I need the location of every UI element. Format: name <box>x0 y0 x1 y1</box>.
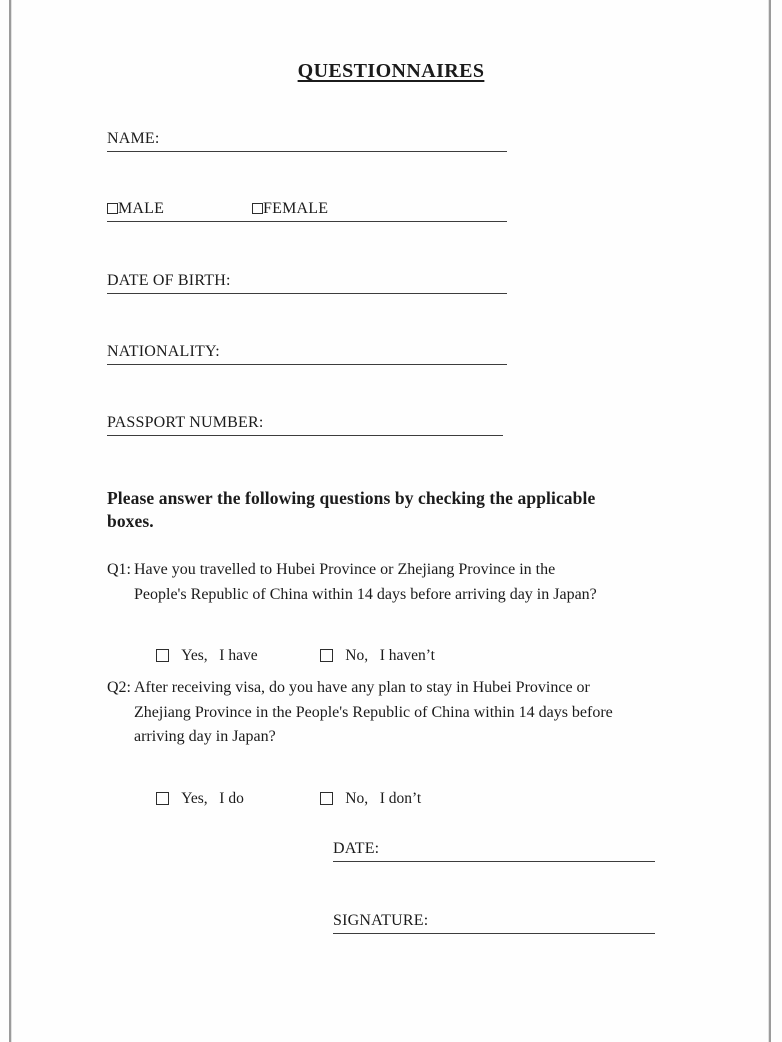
q2-yes-checkbox[interactable] <box>156 792 169 805</box>
signature-label: SIGNATURE: <box>333 912 429 929</box>
question-2-text <box>134 676 717 750</box>
question-2-line-3: arriving day in Japan? <box>134 728 276 745</box>
passport-number-label: PASSPORT NUMBER: <box>107 414 264 431</box>
male-option[interactable] <box>107 198 164 220</box>
nationality-label: NATIONALITY: <box>107 343 220 360</box>
male-checkbox[interactable] <box>107 203 118 214</box>
question-1-line-2: People's Republic of China within 14 days before arriving day in Japan? <box>134 585 597 603</box>
question-2-line-1: After receiving visa, do you have any plan to stay in Hubei Province or <box>134 679 590 696</box>
question-1-line-1: Have you travelled to Hubei Province or Zhejiang Province in the <box>134 561 556 578</box>
question-2-line-2: Zhejiang Province in the People's Republic of China within 14 days before <box>134 703 613 721</box>
question-2-options <box>0 772 782 807</box>
passport-number-field[interactable] <box>107 412 503 436</box>
page-right-edge <box>769 0 771 1042</box>
page-title: QUESTIONNAIRES <box>297 60 485 82</box>
instruction-line-2: boxes. <box>107 511 154 531</box>
name-field[interactable] <box>107 128 507 152</box>
question-1-number: Q1: <box>107 561 131 578</box>
q2-yes-label: Yes, I do <box>181 790 244 807</box>
female-checkbox[interactable] <box>252 203 263 214</box>
instruction-line-1: Please answer the following questions by checking the applicable <box>107 488 596 508</box>
date-label: DATE: <box>333 840 380 857</box>
male-label: MALE <box>118 200 165 217</box>
q2-yes-option[interactable] <box>133 772 244 826</box>
question-1 <box>107 558 717 607</box>
q1-yes-label: Yes, I have <box>181 647 258 664</box>
q2-no-label: No, I don’t <box>345 790 422 807</box>
female-option[interactable] <box>252 198 328 220</box>
date-of-birth-label: DATE OF BIRTH: <box>107 272 231 289</box>
question-1-options <box>0 629 782 664</box>
nationality-field[interactable] <box>107 341 507 365</box>
q1-no-option[interactable] <box>297 629 435 683</box>
question-2 <box>107 676 717 750</box>
question-1-text <box>134 558 717 607</box>
female-label: FEMALE <box>263 200 329 217</box>
date-of-birth-field[interactable] <box>107 270 507 294</box>
q2-no-checkbox[interactable] <box>320 792 333 805</box>
instruction-text <box>107 487 707 533</box>
signature-field[interactable] <box>333 910 655 934</box>
gender-field <box>107 198 507 222</box>
name-label: NAME: <box>107 130 160 147</box>
date-field[interactable] <box>333 838 655 862</box>
page-left-edge <box>9 0 11 1042</box>
q1-yes-checkbox[interactable] <box>156 649 169 662</box>
q1-no-label: No, I haven’t <box>345 647 435 664</box>
question-2-number: Q2: <box>107 679 131 696</box>
q2-no-option[interactable] <box>297 772 421 826</box>
q1-yes-option[interactable] <box>133 629 258 683</box>
q1-no-checkbox[interactable] <box>320 649 333 662</box>
